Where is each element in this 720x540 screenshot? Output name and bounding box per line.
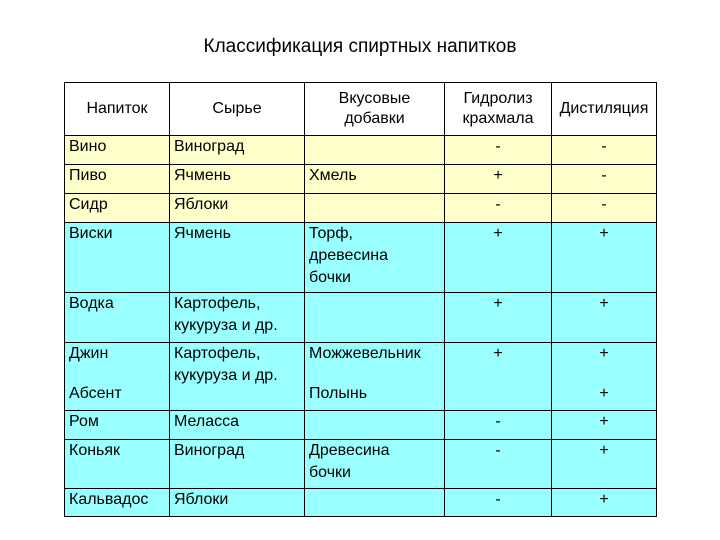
column-header-raw: Сырье bbox=[170, 83, 305, 136]
table-row bbox=[65, 489, 657, 517]
drink-cell: Вино bbox=[65, 136, 170, 165]
table-row bbox=[65, 383, 657, 411]
raw-cell: Виноград bbox=[170, 136, 305, 165]
distillation-cell: + bbox=[552, 411, 657, 440]
additives-cell bbox=[305, 411, 445, 440]
column-header-distillation: Дистиляция bbox=[552, 83, 657, 136]
additives-cell bbox=[305, 194, 445, 223]
raw-cell: Меласса bbox=[170, 411, 305, 440]
table-row bbox=[65, 293, 657, 343]
raw-cell: Картофель, кукуруза и др. bbox=[170, 293, 305, 343]
drink-cell: Абсент bbox=[65, 383, 170, 411]
hydrolysis-cell: - bbox=[445, 194, 552, 223]
table-header-row bbox=[65, 83, 657, 136]
distillation-cell: + bbox=[552, 440, 657, 489]
table-row bbox=[65, 440, 657, 489]
additives-cell: Хмель bbox=[305, 165, 445, 194]
column-header-hydrolysis: Гидролиз крахмала bbox=[445, 83, 552, 136]
drink-cell: Ром bbox=[65, 411, 170, 440]
hydrolysis-cell: + bbox=[445, 223, 552, 293]
distillation-cell: - bbox=[552, 194, 657, 223]
table-row bbox=[65, 411, 657, 440]
column-header-drink: Напиток bbox=[65, 83, 170, 136]
additives-cell: Торф, древесина бочки bbox=[305, 223, 445, 293]
drink-cell: Сидр bbox=[65, 194, 170, 223]
table-row bbox=[65, 194, 657, 223]
raw-cell: Картофель, кукуруза и др. bbox=[170, 343, 305, 411]
hydrolysis-cell: + bbox=[445, 293, 552, 343]
hydrolysis-cell bbox=[445, 383, 552, 411]
distillation-cell: + bbox=[552, 489, 657, 517]
additives-cell bbox=[305, 136, 445, 165]
additives-cell: Древесина бочки bbox=[305, 440, 445, 489]
distillation-cell: + bbox=[552, 293, 657, 343]
raw-cell: Ячмень bbox=[170, 165, 305, 194]
hydrolysis-cell: + bbox=[445, 165, 552, 194]
hydrolysis-cell: - bbox=[445, 411, 552, 440]
drink-cell: Коньяк bbox=[65, 440, 170, 489]
hydrolysis-cell: + bbox=[445, 343, 552, 383]
raw-cell: Яблоки bbox=[170, 489, 305, 517]
distillation-cell: + bbox=[552, 223, 657, 293]
drink-cell: Виски bbox=[65, 223, 170, 293]
column-header-additives: Вкусовые добавки bbox=[305, 83, 445, 136]
classification-table bbox=[64, 82, 657, 517]
table-row bbox=[65, 136, 657, 165]
drink-cell: Пиво bbox=[65, 165, 170, 194]
hydrolysis-cell: - bbox=[445, 440, 552, 489]
additives-cell bbox=[305, 293, 445, 343]
distillation-cell: + bbox=[552, 343, 657, 383]
drink-cell: Водка bbox=[65, 293, 170, 343]
additives-cell bbox=[305, 489, 445, 517]
page-title: Классификация спиртных напитков bbox=[203, 36, 517, 57]
hydrolysis-cell: - bbox=[445, 136, 552, 165]
raw-cell: Яблоки bbox=[170, 194, 305, 223]
distillation-cell: - bbox=[552, 165, 657, 194]
table-row bbox=[65, 165, 657, 194]
distillation-cell: - bbox=[552, 136, 657, 165]
distillation-cell: + bbox=[552, 383, 657, 411]
drink-cell: Кальвадос bbox=[65, 489, 170, 517]
raw-cell: Ячмень bbox=[170, 223, 305, 293]
hydrolysis-cell: - bbox=[445, 489, 552, 517]
additives-cell: Можжевельник bbox=[305, 343, 445, 383]
table-row bbox=[65, 343, 657, 383]
table-row bbox=[65, 223, 657, 293]
raw-cell: Виноград bbox=[170, 440, 305, 489]
additives-cell: Полынь bbox=[305, 383, 445, 411]
drink-cell: Джин bbox=[65, 343, 170, 383]
